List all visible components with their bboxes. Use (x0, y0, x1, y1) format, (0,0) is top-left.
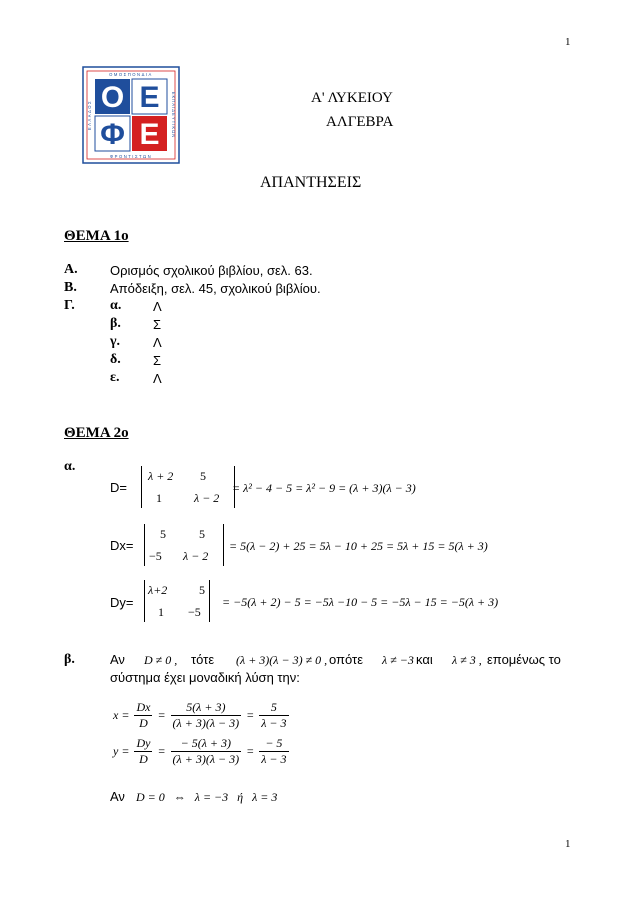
page-title: ΑΠΑΝΤΗΣΕΙΣ (260, 174, 362, 191)
b-cond3: λ ≠ −3 (382, 653, 414, 667)
x-f1n: Dx (136, 700, 151, 714)
det-dx-result: = 5(λ − 2) + 25 = 5λ − 10 + 25 = 5λ + 15 = 5(λ + 3) (229, 539, 488, 553)
part-a-label: α. (64, 459, 76, 474)
y-f1n: Dy (136, 736, 151, 750)
y-lhs: y = (113, 744, 130, 758)
x-solution: x = $\frac{Dx}{D}$ = $\frac{5(\lambda + 3)}{(\lambda + 3)(\lambda - 3)}$ = $\frac{5}{\lambda - 3}$ (113, 700, 287, 730)
det-cell: λ − 2 (183, 549, 209, 563)
answer-label: ε. (110, 370, 120, 385)
oefe-logo (82, 66, 180, 164)
y-f1d: D (139, 752, 148, 766)
det-cell: 1 (158, 605, 164, 619)
theme2-heading: ΘΕΜΑ 2ο (64, 425, 129, 441)
theme1-item-text: Ορισμός σχολικού βιβλίου, σελ. 63. (110, 263, 313, 278)
det-cell: 5 (199, 527, 205, 541)
b-cond2: (λ + 3)(λ − 3) ≠ 0 , (236, 653, 328, 667)
det-cell: 5 (160, 527, 166, 541)
theme1-item-label: Α. (64, 262, 78, 277)
det-dy-label: Dy= (110, 595, 134, 610)
last-eq: D = 0 ⇔ λ = −3 ή λ = 3 (136, 790, 278, 804)
answer-value: Λ (153, 371, 162, 386)
svg-text:ΕΛΛΑΔΟΣ: ΕΛΛΑΔΟΣ (87, 99, 92, 131)
y-f3n: − 5 (259, 736, 288, 752)
b-epomenos: επομένως το (487, 652, 561, 667)
x-f1d: D (139, 716, 148, 730)
answer-value: Σ (153, 317, 162, 332)
answer-label: γ. (110, 334, 121, 349)
det-d-label: D= (110, 480, 127, 495)
theme1-g-label: Γ. (64, 298, 75, 313)
svg-text:ΦΡΟΝΤΙΣΤΩΝ: ΦΡΟΝΤΙΣΤΩΝ (109, 154, 153, 159)
det-cell: −5 (149, 549, 162, 563)
answer-value: Σ (153, 353, 162, 368)
det-dy-result: = −5(λ + 2) − 5 = −5λ −10 − 5 = −5λ − 15 = −5(λ + 3) (222, 595, 499, 609)
b-an: Αν (110, 652, 125, 667)
svg-text:Ο: Ο (100, 81, 125, 114)
answer-label: β. (110, 316, 121, 331)
answer-value: Λ (153, 335, 162, 350)
svg-text:Φ: Φ (100, 118, 125, 151)
det-dx-label: Dx= (110, 538, 134, 553)
x-f2n: 5(λ + 3) (171, 700, 242, 716)
x-f2d: (λ + 3)(λ − 3) (172, 716, 240, 730)
header-grade: Α' ΛΥΚΕΙΟΥ (311, 90, 393, 106)
det-cell: λ + 2 (148, 469, 174, 483)
b-line2: σύστημα έχει μοναδική λύση την: (110, 670, 300, 685)
y-f2d: (λ + 3)(λ − 3) (172, 752, 240, 766)
det-cell: 5 (199, 583, 205, 597)
svg-text:Ε: Ε (139, 81, 160, 114)
x-lhs: x = (113, 708, 130, 722)
x-f3d: λ − 3 (261, 716, 287, 730)
svg-text:ΟΜΟΣΠΟΝΔΙΑ: ΟΜΟΣΠΟΝΔΙΑ (109, 72, 153, 77)
b-tote: τότε (191, 652, 215, 667)
svg-text:Ε: Ε (139, 118, 160, 151)
det-cell: 1 (156, 491, 162, 505)
theme1-item-label: Β. (64, 280, 77, 295)
part-b-label: β. (64, 652, 75, 667)
det-cell: λ+2 (148, 583, 168, 597)
theme1-heading: ΘΕΜΑ 1ο (64, 228, 129, 244)
page-number-top: 1 (565, 36, 571, 48)
det-cell: −5 (188, 605, 201, 619)
det-d-result: = λ² − 4 − 5 = λ² − 9 = (λ + 3)(λ − 3) (232, 481, 416, 495)
b-cond1: D ≠ 0 , (144, 653, 178, 667)
y-f3d: λ − 3 (261, 752, 287, 766)
x-f3n: 5 (259, 700, 288, 716)
page-number-bottom: 1 (565, 838, 571, 850)
b-opote: οπότε (329, 652, 363, 667)
det-cell: 5 (200, 469, 206, 483)
b-cond4: λ ≠ 3 , (452, 653, 482, 667)
answer-label: δ. (110, 352, 121, 367)
theme1-item-text: Απόδειξη, σελ. 45, σχολικού βιβλίου. (110, 281, 321, 296)
b-kai: και (416, 652, 433, 667)
header-subject: ΑΛΓΕΒΡΑ (326, 114, 394, 130)
y-solution: y = $\frac{Dy}{D}$ = $\frac{- 5(\lambda + 3)}{(\lambda + 3)(\lambda - 3)}$ = $\frac{- 5}{\lambda - 3}$ (113, 736, 287, 766)
last-an: Αν (110, 789, 125, 804)
answer-label: α. (110, 298, 122, 313)
y-f2n: − 5(λ + 3) (171, 736, 242, 752)
svg-text:ΕΚΠΑΙΔΕΥΤΙΚΩΝ: ΕΚΠΑΙΔΕΥΤΙΚΩΝ (171, 91, 176, 139)
det-cell: λ − 2 (194, 491, 220, 505)
answer-value: Λ (153, 299, 162, 314)
